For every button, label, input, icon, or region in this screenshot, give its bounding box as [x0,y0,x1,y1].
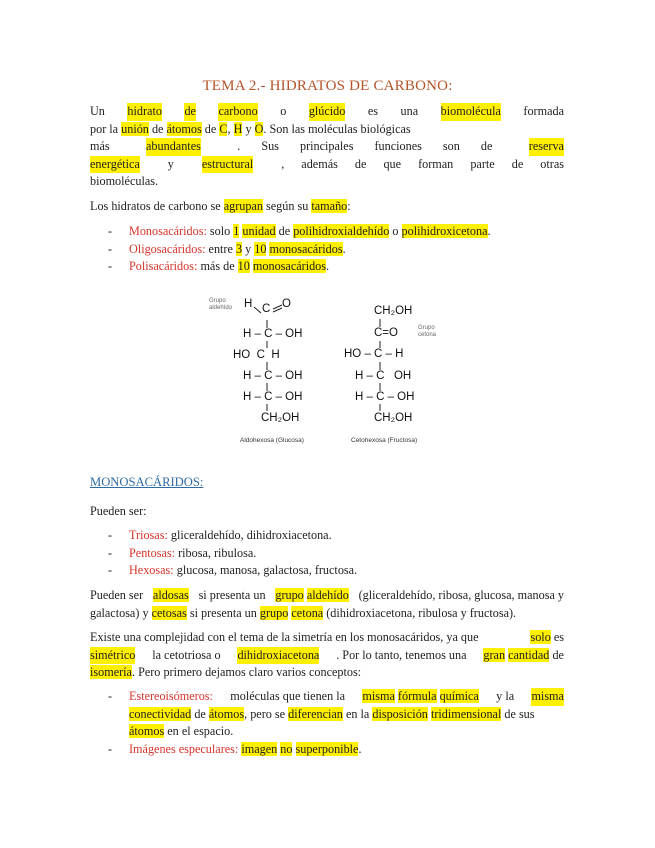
chain-row: CH₂OH [261,412,300,424]
text: de [151,121,164,136]
fructose-caption: Cetohexosa (Fructosa) [351,437,418,444]
list-item: - Triosas: gliceraldehído, dihidroxiacetona. [108,527,564,545]
text: : [347,199,351,213]
text: es [367,104,379,118]
page-title: TEMA 2.- HIDRATOS DE CARBONO: [202,78,453,94]
section-heading: MONOSACÁRIDOS: [90,475,204,489]
highlight: de [184,103,196,121]
highlight: abundantes [146,138,201,156]
text: o [280,104,287,118]
highlight: energética [90,156,140,174]
grouping-paragraph [90,198,564,216]
chain-row: H – C – OH [243,391,303,403]
chain-row: H – C – OH [355,391,415,403]
atom-c: C [262,303,271,315]
highlight: tamaño [311,199,348,213]
highlight: reserva [529,138,564,156]
ketone-group-label: Grupo cetona [418,325,437,338]
text: Un [90,104,105,118]
chain-row: CH₂OH [374,305,413,317]
highlight: glúcido [309,103,346,121]
list-item: - Imágenes especulares: imagen no superponible. [108,741,564,759]
text: Los hidratos de carbono se [90,199,221,213]
chain-row: CH₂OH [374,412,413,424]
chain-row: H – C – OH [243,328,303,340]
text: formada [523,104,564,118]
text: y [167,156,174,171]
aldose-ketose-paragraph: Pueden ser aldosas si presenta un grupo aldehído (gliceraldehído, ribosa, glucosa, manosa y galactosa) y cetosas si presenta un grupo cetona (dihidroxiacetona, ribulosa y fructosa). [90,588,564,620]
list-item: - Hexosas: glucosa, manosa, galactosa, fructosa. [108,562,564,580]
text: . Son las moléculas biológicas [263,121,411,136]
atom-o: O [282,298,291,310]
list-item: - Oligosacáridos: entre 3 y 10 monosacáridos. [108,241,564,259]
highlight: carbono [218,103,257,121]
highlight: átomos [166,121,202,136]
text: de [204,121,217,136]
monosaccharide-kinds-list [108,527,564,580]
list-item: - Monosacáridos: solo 1 unidad de polihidroxialdehído o polihidroxicetona. [108,223,564,241]
glucose-caption: Aldohexosa (Glucosa) [240,437,304,444]
highlight: O [254,121,264,136]
highlight: unión [121,121,149,136]
text: según su [266,199,309,213]
text: , además de que forman parte de otras [281,156,564,171]
list-item: - Polisacáridos: más de 10 monosacáridos. [108,258,564,276]
highlight: H [233,121,243,136]
chain-row: H – C – OH [243,370,303,382]
highlight: estructural [202,156,253,174]
text: una [400,104,419,118]
concepts-list [108,688,564,758]
text: por la [90,121,119,136]
intro-paragraph [90,103,564,191]
highlight: C [219,121,228,136]
list-item: - Estereoisómeros: moléculas que tienen la misma fórmula química y la misma conectividad de átomos, pero se diferencian en la disposición tridimensional de sus átomos en el espacio. [108,688,564,741]
list-item: - Pentosas: ribosa, ribulosa. [108,545,564,563]
highlight: biomolécula [441,103,501,121]
atom-h: H [244,298,253,310]
chain-row: HO – C – H [344,348,404,360]
aldehyde-group-label: Grupo aldehído [209,298,233,311]
text: . Sus principales funciones son de [237,139,493,153]
text: más [90,139,110,153]
highlight: hidrato [127,103,162,121]
intro-line: Pueden ser: [90,504,147,518]
text: , [227,121,231,136]
text: y [245,121,252,136]
chain-row: C=O [374,327,398,339]
chain-row: H – C OH [355,370,412,382]
carbohydrate-types-list [108,223,564,276]
isomer-paragraph: Existe una complejidad con el tema de la simetría en los monosacáridos, ya que solo es simétrico la cetotriosa o dihidroxiacetona . Por lo tanto, tenemos una gran cantidad de isomería. Pero primero dejamos claro varios conceptos: [90,630,564,679]
text: biomoléculas. [90,174,159,188]
highlight: agrupan [223,199,263,213]
chain-row: HO C H [233,349,280,361]
